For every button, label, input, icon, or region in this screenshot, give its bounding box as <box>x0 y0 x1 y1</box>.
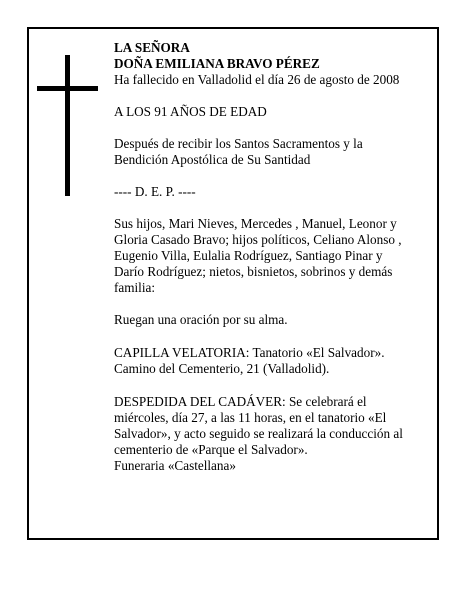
death-line: Ha fallecido en Valladolid el día 26 de agosto de 2008 <box>114 72 400 87</box>
sacraments-line-2: Bendición Apostólica de Su Santidad <box>114 152 311 167</box>
funeral-home: Funeraria «Castellana» <box>114 458 236 473</box>
family-line-3: Eugenio Villa, Eulalia Rodríguez, Santiago Pinar y <box>114 248 383 263</box>
family-line-4: Darío Rodríguez; nietos, bisnietos, sobrinos y demás <box>114 264 393 279</box>
age-line: A LOS 91 AÑOS DE EDAD <box>114 104 267 119</box>
prayer-line: Ruegan una oración por su alma. <box>114 312 288 327</box>
family-line-2: Gloria Casado Bravo; hijos políticos, Celiano Alonso , <box>114 232 402 247</box>
chapel-line-2: Camino del Cementerio, 21 (Valladolid). <box>114 361 330 376</box>
farewell-line-2: miércoles, día 27, a las 11 horas, en el tanatorio «El <box>114 410 387 425</box>
dep-line: ---- D. E. P. ---- <box>114 184 196 199</box>
sacraments-line-1: Después de recibir los Santos Sacramentos y la <box>114 136 363 151</box>
farewell-line-1: DESPEDIDA DEL CADÁVER: Se celebrará el <box>114 394 367 409</box>
cross-icon <box>65 55 70 196</box>
obituary-text <box>114 40 444 474</box>
title: LA SEÑORA <box>114 40 190 55</box>
deceased-name: DOÑA EMILIANA BRAVO PÉREZ <box>114 56 320 71</box>
farewell-line-4: cementerio de «Parque el Salvador». <box>114 442 308 457</box>
family-line-1: Sus hijos, Mari Nieves, Mercedes , Manuel, Leonor y <box>114 216 397 231</box>
chapel-line-1: CAPILLA VELATORIA: Tanatorio «El Salvador». <box>114 345 385 360</box>
cross-icon-bar <box>37 86 98 91</box>
farewell-line-3: Salvador», y acto seguido se realizará la conducción al <box>114 426 403 441</box>
family-line-5: familia: <box>114 280 156 295</box>
